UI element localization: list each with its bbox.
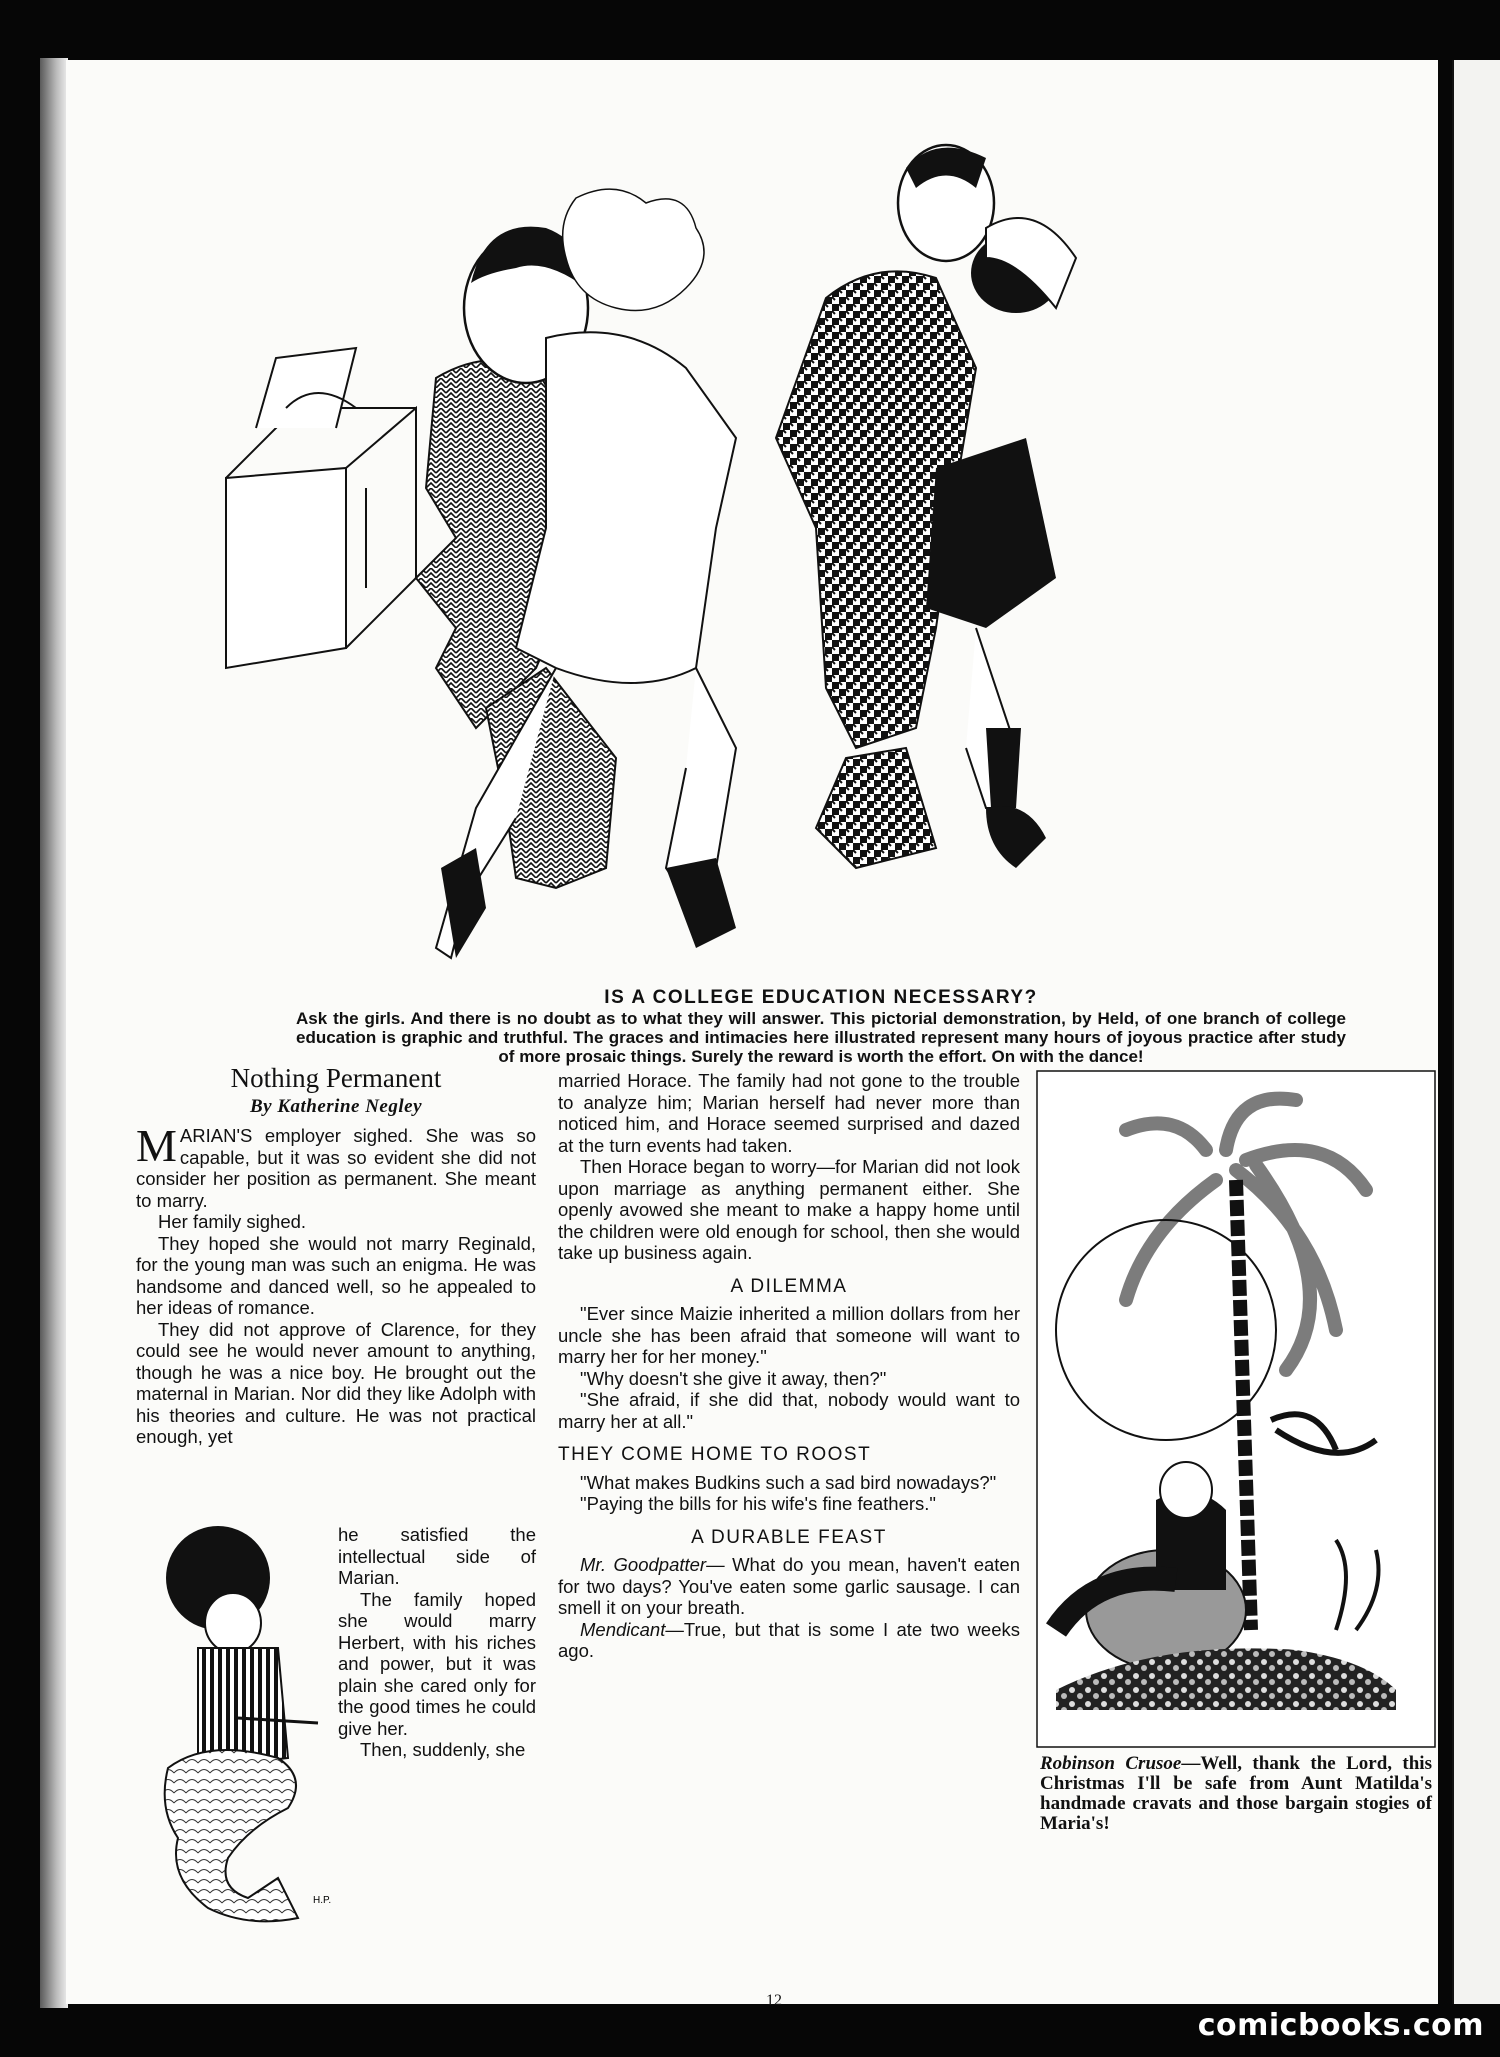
story-paragraph: They did not approve of Clarence, for they could see he would never amount to anything, though he was a nice boy. He brought out the maternal in Marian. Nor did they like Adolph with his theories and culture. He was not practical enough, yet	[136, 1318, 536, 1447]
story-paragraph: Her family sighed.	[158, 1211, 307, 1232]
illustration-caption	[296, 988, 1346, 1066]
crusoe-speaker: Robinson Crusoe	[1040, 1753, 1182, 1774]
dilemma-heading: A DILEMMA	[730, 1275, 848, 1297]
mermaid-guitar-illustration	[138, 1518, 338, 1928]
dilemma-paragraph: "Ever since Maizie inherited a million dollars from her uncle she has been afraid that someone will want to marry her for her money."	[558, 1303, 1020, 1367]
story-column-1	[136, 1063, 536, 1448]
black-skirt	[926, 438, 1056, 628]
story-title: Nothing Permanent	[230, 1063, 442, 1093]
scan-edge-left	[40, 58, 68, 2008]
roost-paragraph: "Paying the bills for his wife's fine feathers."	[580, 1493, 936, 1514]
story-column-2	[558, 1070, 1020, 1662]
story-paragraph: The family hoped she would marry Herbert, with his riches and power, but it was plain she cared only for the good times he could give her.	[338, 1588, 536, 1739]
story-paragraph: Then, suddenly, she	[360, 1739, 526, 1760]
feast-speaker: Mendicant	[580, 1618, 666, 1640]
mermaid-signature: H.P.	[313, 1895, 332, 1906]
watermark: comicbooks.com	[1197, 2008, 1484, 2043]
story-paragraph: Then Horace began to worry—for Marian did not look upon marriage as anything permanent either. She openly avowed she meant to make a happy home until the children were old enough for school, then she would take up business again.	[558, 1156, 1020, 1263]
roost-heading: THEY COME HOME TO ROOST	[558, 1444, 872, 1465]
caption-body: Ask the girls. And there is no doubt as to what they will answer. This pictorial demonstration, by Held, of one branch of college education is graphic and truthful. The graces and intimacies here illustrated represent many hours of joyous practice after study of more prosaic things. Surely the reward is worth the effort. On with the dance!	[296, 1009, 1346, 1066]
robinson-crusoe-illustration	[1036, 1070, 1436, 1748]
feast-speaker: Mr. Goodpatter	[580, 1554, 707, 1575]
drop-cap: M	[136, 1120, 177, 1171]
dilemma-paragraph: "Why doesn't she give it away, then?"	[580, 1367, 887, 1389]
story-column-1-narrow	[338, 1524, 536, 1761]
page-number: 12	[766, 1992, 782, 2009]
feast-heading: A DURABLE FEAST	[691, 1526, 887, 1548]
feast-paragraph: Mendicant—True, but that is some I ate two weeks ago.	[558, 1618, 1020, 1661]
roost-paragraph: "What makes Budkins such a sad bird nowadays?"	[580, 1471, 997, 1493]
phonograph-drawing	[226, 348, 416, 668]
next-page-edge	[1452, 60, 1500, 2004]
dilemma-paragraph: "She afraid, if she did that, nobody would want to marry her at all."	[558, 1389, 1020, 1432]
magazine-page	[66, 60, 1438, 2009]
caption-title: IS A COLLEGE EDUCATION NECESSARY?	[604, 987, 1038, 1008]
story-paragraph: married Horace. The family had not gone to the trouble to analyze him; Marian herself had never more than noticed him, and Horace seemed surprised and dazed at the turn events had taken.	[558, 1070, 1020, 1156]
story-paragraph: They hoped she would not marry Reginald, for the young man was such an enigma. He was handsome and danced well, so he appealed to her ideas of romance.	[136, 1232, 536, 1318]
story-paragraph: MARIAN'S employer sighed. She was so capable, but it was so evident she did not consider her position as permanent. She meant to marry.	[136, 1120, 536, 1211]
feast-paragraph: Mr. Goodpatter— What do you mean, haven't eaten for two days? You've eaten some garlic sausage. I can smell it on your breath.	[558, 1554, 1020, 1618]
story-paragraph: he satisfied the intellectual side of Marian.	[338, 1524, 536, 1588]
crusoe-caption: Robinson Crusoe—Well, thank the Lord, this Christmas I'll be safe from Aunt Matilda's handmade cravats and those bargain stogies of Maria's!	[1040, 1753, 1432, 1834]
story-byline: By Katherine Negley	[249, 1095, 423, 1117]
college-dance-illustration	[216, 108, 1216, 978]
girl-dress	[516, 332, 736, 683]
